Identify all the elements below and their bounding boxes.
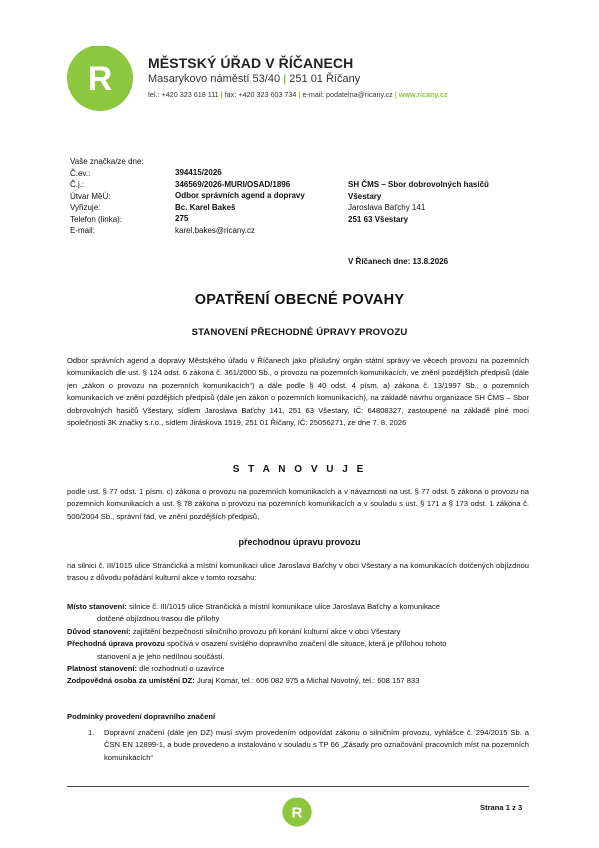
provision-label: Platnost stanovení:: [67, 664, 138, 674]
ref-label: Č.ev.:: [70, 168, 91, 178]
ref-label: Č.j.:: [70, 180, 85, 189]
ref-label: Útvar MěÚ:: [70, 191, 111, 201]
document-subtitle: STANOVENÍ PŘECHODNÉ ÚPRAVY PROVOZU: [191, 327, 408, 338]
scope-paragraph: na silnici č. III/1015 ulice Strančická a místní komunikaci ulice Jaroslava Baťchy v obci Všestary a na komunikacích dotčených objízdnou trasou z důvodu pořádání kulturní akce v tomto rozsahu:: [67, 561, 529, 583]
recipient-name-2: Všestary: [348, 191, 382, 201]
stanovuje-heading: S T A N O V U J E: [232, 464, 367, 475]
provisions-list: [67, 601, 529, 688]
provision-item: [67, 663, 529, 675]
ref-email[interactable]: karel.bakes@ricany.cz: [175, 225, 255, 235]
ref-telefon: 275: [175, 214, 189, 223]
provision-label: Důvod stanovení:: [67, 626, 131, 636]
provision-text: zajištění bezpečnosti silničního provozu při konání kulturní akce v obci Všestary: [132, 626, 401, 636]
logo-letter: R: [87, 60, 113, 98]
condition-number: 1.: [88, 728, 95, 737]
prechodna-heading: přechodnou úpravu provozu: [238, 537, 361, 547]
office-name: MĚSTSKÝ ÚŘAD V ŘÍČANECH: [148, 55, 354, 71]
provision-text: Juraj Komár, tel.: 606 082 975 a Michal Novotný, tel.: 608 157 833: [196, 676, 420, 686]
provision-text: dle rozhodnutí o uzavírce: [139, 664, 225, 674]
ref-label: Telefon (linka):: [70, 214, 123, 224]
intro-paragraph: Odbor správních agend a dopravy Městského úřadu v Říčanech jako příslušný orgán státní správy ve věcech provozu na pozemních komunikacích dle ust. § 124 odst. 6 zákona č. 361/2000 Sb., o provozu na pozemních komunikacích, ve znění pozdějších předpisů (dále jen „zákon o provozu na pozemních komunikacích“) a dále podle § 40 odst. 4 písm. a) zákona č. 13/1997 Sb., o pozemních komunikacích ve znění pozdějších předpisů (dále jen zákon o pozemních komunikacích), na základě návrhu organizace SH ČMS – Sbor dobrovolných hasičů Všestary, sídlem Jaroslava Baťchy 141, 251 63 Všestary, IČ: 64808327, zastoupené na základě plné moci společností 3K značky s.r.o., sídlem Jiráskova 1519, 251 01 Říčany, IČ: 25056271, ze dne 7. 8. 2026: [67, 356, 529, 428]
provision-item: [67, 601, 529, 626]
page-number: Strana 1 z 3: [480, 803, 523, 812]
ref-cj: 346569/2026-MURI/OSAD/1896: [175, 179, 291, 189]
conditions-heading: Podmínky provedení dopravního značení: [67, 712, 216, 721]
reference-values: [175, 167, 305, 236]
recipient-name-1: SH ČMS – Sbor dobrovolných hasičů: [348, 180, 489, 189]
condition-item: [88, 727, 529, 764]
recipient-address: [348, 179, 489, 225]
footer-logo: [281, 795, 313, 827]
office-address: Masarykovo náměstí 53/40 | 251 01 Říčany: [148, 73, 361, 85]
office-web-link[interactable]: www.ricany.cz: [398, 90, 448, 99]
ref-vyrizuje: Bc. Karel Bakeš: [175, 202, 236, 212]
address-street: Masarykovo náměstí 53/40: [148, 73, 281, 85]
document-date: V Říčanech dne: 13.8.2026: [348, 257, 449, 266]
ref-cev: 394415/2026: [175, 168, 222, 177]
provision-text: silnice č. III/1015 ulice Strančická a místní komunikace ulice Jaroslava Baťchy a komunikace: [129, 602, 441, 611]
office-contact: tel.: +420 323 618 111 | fax: +420 323 603 734 | e-mail: podatelna@ricany.cz | www.ricany.cz: [148, 90, 448, 99]
provision-item: [67, 638, 529, 663]
office-phone: tel.: +420 323 618 111: [148, 90, 219, 99]
document-title: OPATŘENÍ OBECNÉ POVAHY: [194, 292, 405, 308]
ref-label: Vaše značka/ze dne:: [70, 157, 144, 166]
ref-utvar: Odbor správních agend a dopravy: [175, 191, 305, 200]
reference-labels: [70, 156, 144, 237]
footer-logo-letter: R: [291, 804, 303, 822]
provision-label: Místo stanovení:: [67, 602, 127, 611]
city-logo: [64, 40, 136, 112]
office-email: e-mail: podatelna@ricany.cz: [302, 90, 393, 99]
ref-label: E-mail:: [70, 226, 95, 235]
recipient-city: 251 63 Všestary: [348, 214, 409, 224]
provision-continuation: dotčené objízdnou trasou dle přílohy: [97, 614, 220, 624]
provision-item: [67, 675, 529, 687]
office-fax: fax: +420 323 603 734: [224, 90, 297, 99]
provision-item: [67, 626, 529, 638]
provision-label: Přechodná úprava provozu: [67, 639, 165, 649]
recipient-street: Jaroslava Baťchy 141: [348, 203, 426, 212]
footer-divider: [67, 786, 529, 787]
provision-text: spočívá v osazení svislého dopravního značení dle situace, která je přílohou tohoto: [167, 639, 447, 649]
legal-basis-paragraph: podle ust. § 77 odst. 1 písm. c) zákona o provozu na pozemních komunikacích a v návaznosti na ust. § 77 odst. 5 zákona o provozu na pozemních komunikacích a ust. § 78 zákona o provozu na pozemních komunikacích a v souladu s ust. § 171 a § 173 odst. 1 zákona č. 500/2004 Sb., správní řád, ve znění pozdějších předpisů,: [67, 487, 529, 521]
provision-continuation: stanovení a je jeho nedílnou součástí.: [97, 651, 225, 661]
address-city: 251 01 Říčany: [289, 73, 361, 85]
condition-text: Dopravní značení (dále jen DZ) musí svým provedením odpovídat zákonu o silničním provozu, vyhlášce č. 294/2015 Sb. a ČSN EN 12899-1, a bude provedeno a instalováno v souladu s TP 66 „Zásady pro označování pracovních míst na pozemních komunikacích“: [104, 728, 529, 762]
provision-label: Zodpovědná osoba za umístění DZ:: [67, 676, 195, 686]
ref-label: Vyřizuje:: [70, 203, 101, 212]
